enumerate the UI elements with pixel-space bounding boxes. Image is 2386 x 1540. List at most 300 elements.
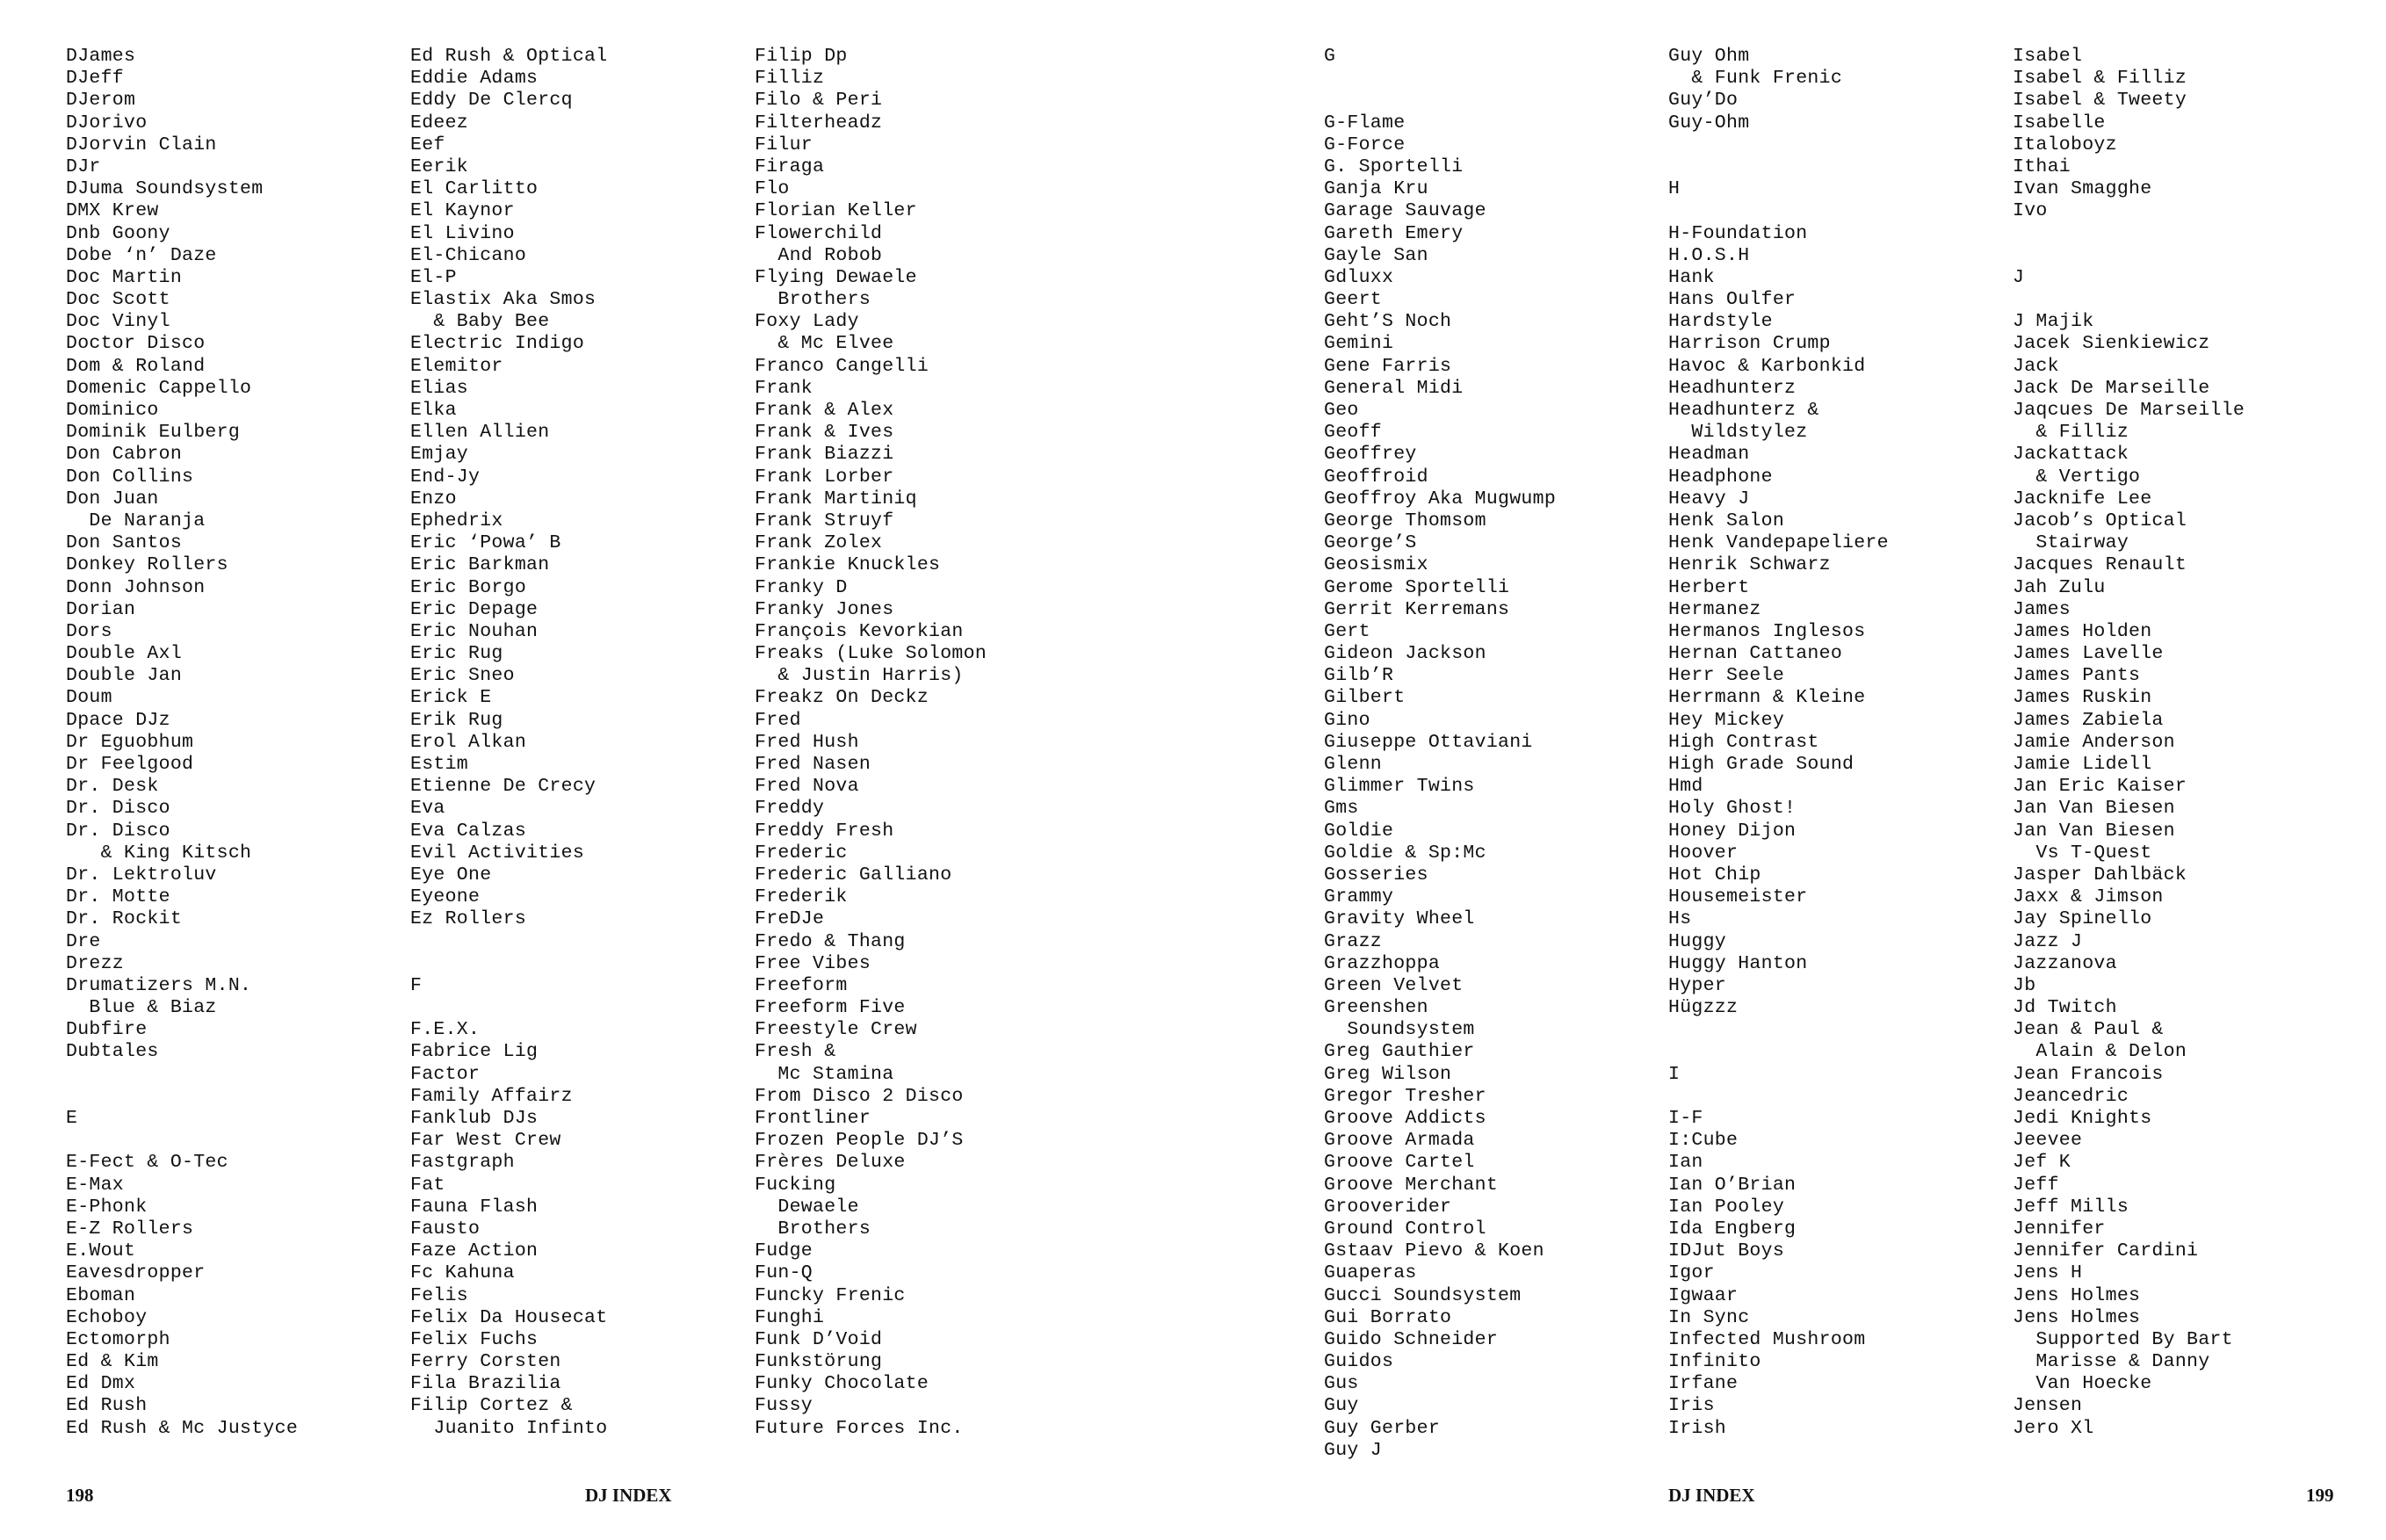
dj-entry: Fred Nasen: [755, 754, 871, 775]
dj-entry: & Vertigo: [2013, 466, 2141, 488]
dj-entry: Gravity Wheel: [1324, 908, 1475, 930]
dj-entry: Igwaar: [1668, 1284, 1739, 1306]
dj-entry: Guy’Do: [1668, 90, 1739, 112]
dj-entry: Geo: [1324, 400, 1359, 421]
spacer: [2013, 289, 2245, 311]
dj-entry: E.Wout: [66, 1240, 136, 1262]
dj-entry: Hot Chip: [1668, 864, 1761, 886]
dj-entry: & Justin Harris): [755, 665, 964, 687]
dj-entry: Jazz J: [2013, 930, 2083, 952]
dj-entry: H.O.S.H: [1668, 244, 1750, 266]
dj-entry: DJerom: [66, 90, 136, 112]
dj-entry: Huggy: [1668, 930, 1727, 952]
dj-entry: Emjay: [410, 444, 469, 466]
index-column-6: [2013, 46, 2245, 1440]
dj-entry: Goldie: [1324, 820, 1394, 842]
dj-entry: Gstaav Pievo & Koen: [1324, 1240, 1544, 1262]
dj-entry: Alain & Delon: [2013, 1041, 2187, 1063]
index-column-3: [755, 46, 987, 1440]
dj-entry: Eric Depage: [410, 598, 539, 620]
dj-entry: DJorivo: [66, 112, 148, 134]
dj-entry: Fauna Flash: [410, 1196, 539, 1218]
dj-entry: Marisse & Danny: [2013, 1351, 2210, 1373]
dj-entry: Freakz On Deckz: [755, 687, 929, 709]
dj-entry: Mc Stamina: [755, 1063, 894, 1085]
dj-entry: Goldie & Sp:Mc: [1324, 842, 1486, 864]
dj-entry: Fudge: [755, 1240, 813, 1262]
dj-entry: James Pants: [2013, 665, 2141, 687]
dj-entry: & King Kitsch: [66, 842, 252, 864]
dj-entry: Flo: [755, 178, 790, 200]
dj-entry: Honey Dijon: [1668, 820, 1797, 842]
dj-entry: Jackattack: [2013, 444, 2129, 466]
dj-entry: Brothers: [755, 289, 871, 311]
dj-entry: Edeez: [410, 112, 469, 134]
dj-entry: From Disco 2 Disco: [755, 1085, 964, 1107]
dj-entry: Doum: [66, 687, 112, 709]
dj-entry: Jan Van Biesen: [2013, 798, 2175, 820]
dj-entry: Isabel: [2013, 46, 2083, 67]
dj-entry: Geoffroy Aka Mugwump: [1324, 488, 1557, 510]
dj-entry: Frederic: [755, 842, 848, 864]
dj-entry: Gareth Emery: [1324, 222, 1464, 244]
spacer: [66, 1130, 298, 1152]
dj-entry: Ganja Kru: [1324, 178, 1428, 200]
dj-entry: Dr Eguobhum: [66, 731, 194, 753]
dj-entry: Jean & Paul &: [2013, 1019, 2164, 1041]
dj-entry: Jan Eric Kaiser: [2013, 776, 2187, 798]
dj-entry: Eboman: [66, 1284, 136, 1306]
dj-entry: Hey Mickey: [1668, 709, 1785, 731]
dj-entry: Gert: [1324, 620, 1370, 642]
dj-entry: Domenic Cappello: [66, 377, 252, 399]
dj-entry: Ellen Allien: [410, 422, 550, 444]
spacer: [1668, 1019, 1889, 1041]
dj-entry: Drezz: [66, 952, 125, 974]
dj-entry: Funkstörung: [755, 1351, 883, 1373]
dj-entry: Herbert: [1668, 576, 1750, 598]
dj-entry: Freeform: [755, 974, 848, 996]
dj-entry: Ivo: [2013, 200, 2048, 222]
spacer: [410, 997, 607, 1019]
dj-entry: Jb: [2013, 974, 2036, 996]
dj-entry: Dpace DJz: [66, 709, 170, 731]
dj-entry: Filterheadz: [755, 112, 883, 134]
dj-entry: G-Force: [1324, 134, 1406, 155]
dj-entry: & Funk Frenic: [1668, 68, 1843, 90]
dj-entry: Eric Rug: [410, 643, 503, 665]
dj-entry: Groove Merchant: [1324, 1174, 1499, 1196]
dj-entry: Herrmann & Kleine: [1668, 687, 1866, 709]
dj-entry: Donn Johnson: [66, 576, 206, 598]
dj-entry: Glimmer Twins: [1324, 776, 1475, 798]
dj-entry: Etienne De Crecy: [410, 776, 596, 798]
dj-entry: Dr. Rockit: [66, 908, 183, 930]
dj-entry: Hmd: [1668, 776, 1703, 798]
dj-entry: Jazzanova: [2013, 952, 2117, 974]
spacer: [66, 1064, 298, 1086]
dj-entry: Dr. Lektroluv: [66, 864, 217, 886]
dj-entry: Fresh &: [755, 1041, 836, 1063]
dj-entry: High Contrast: [1668, 731, 1819, 753]
dj-entry: Juanito Infinto: [410, 1417, 608, 1439]
dj-entry: Frank Zolex: [755, 532, 883, 554]
dj-entry: Hans Oulfer: [1668, 289, 1797, 311]
dj-entry: El-Chicano: [410, 244, 527, 266]
dj-entry: Heavy J: [1668, 488, 1750, 510]
dj-entry: E-Z Rollers: [66, 1218, 194, 1240]
dj-entry: Fussy: [755, 1395, 813, 1417]
dj-entry: General Midi: [1324, 377, 1464, 399]
dj-entry: Dobe ‘n’ Daze: [66, 244, 217, 266]
dj-entry: Headhunterz &: [1668, 400, 1819, 421]
dj-entry: Geert: [1324, 289, 1383, 311]
dj-entry: Ectomorph: [66, 1328, 170, 1350]
dj-entry: DJr: [66, 155, 101, 177]
dj-entry: Huggy Hanton: [1668, 952, 1808, 974]
dj-entry: Fanklub DJs: [410, 1108, 539, 1129]
dj-entry: Doc Vinyl: [66, 311, 170, 333]
dj-entry: Ida Engberg: [1668, 1218, 1797, 1240]
dj-entry: DJuma Soundsystem: [66, 178, 264, 200]
dj-entry: Frank Struyf: [755, 510, 894, 531]
dj-entry: & Baby Bee: [410, 311, 550, 333]
dj-entry: Jacknife Lee: [2013, 488, 2152, 510]
dj-entry: Gerome Sportelli: [1324, 576, 1510, 598]
dj-entry: Hügzzz: [1668, 997, 1739, 1019]
dj-entry: Hermanez: [1668, 598, 1761, 620]
spacer: [1668, 134, 1889, 156]
dj-entry: Freeform Five: [755, 997, 906, 1019]
dj-entry: FreDJe: [755, 908, 825, 930]
dj-entry: Jacob’s Optical: [2013, 510, 2187, 531]
dj-entry: Blue & Biaz: [66, 997, 217, 1019]
dj-entry: Soundsystem: [1324, 1019, 1475, 1041]
dj-entry: Green Velvet: [1324, 974, 1464, 996]
dj-entry: Jaxx & Jimson: [2013, 886, 2164, 908]
dj-entry: Jack: [2013, 355, 2059, 377]
dj-entry: Jaqcues De Marseille: [2013, 400, 2245, 421]
dj-entry: Geosismix: [1324, 554, 1428, 576]
page-number-right: 199: [2306, 1485, 2334, 1506]
dj-entry: Glenn: [1324, 754, 1383, 775]
dj-entry: Eye One: [410, 864, 492, 886]
dj-entry: Jennifer Cardini: [2013, 1240, 2199, 1262]
dj-entry: Frank Biazzi: [755, 444, 894, 466]
dj-entry: Doc Martin: [66, 266, 183, 288]
dj-entry: Greg Wilson: [1324, 1063, 1452, 1085]
dj-entry: Freddy Fresh: [755, 820, 894, 842]
dj-entry: Frederic Galliano: [755, 864, 952, 886]
spacer: [1668, 156, 1889, 178]
dj-entry: Irish: [1668, 1417, 1727, 1439]
dj-entry: Hernan Cattaneo: [1668, 643, 1843, 665]
dj-entry: Jean Francois: [2013, 1063, 2164, 1085]
dj-entry: Fred Nova: [755, 776, 859, 798]
dj-entry: Eavesdropper: [66, 1262, 206, 1284]
dj-entry: Don Collins: [66, 466, 194, 488]
dj-entry: Dr. Desk: [66, 776, 159, 798]
dj-entry: I-F: [1668, 1108, 1703, 1129]
dj-entry: Eva Calzas: [410, 820, 527, 842]
section-letter: G: [1324, 46, 1336, 67]
dj-entry: Funky Chocolate: [755, 1373, 929, 1395]
dj-entry: Enzo: [410, 488, 457, 510]
dj-entry: Geht’S Noch: [1324, 311, 1452, 333]
dj-entry: Jero Xl: [2013, 1417, 2094, 1439]
dj-entry: Franco Cangelli: [755, 355, 929, 377]
dj-entry: E-Max: [66, 1174, 125, 1196]
spacer: [1324, 68, 1556, 90]
index-column-1: [66, 46, 298, 1440]
dj-entry: E-Phonk: [66, 1196, 148, 1218]
dj-entry: Felix Da Housecat: [410, 1306, 608, 1328]
dj-entry: Fat: [410, 1174, 445, 1196]
dj-entry: Grazz: [1324, 930, 1383, 952]
dj-entry: Jay Spinello: [2013, 908, 2152, 930]
dj-entry: El Carlitto: [410, 178, 539, 200]
dj-entry: Dorian: [66, 598, 136, 620]
dj-entry: Double Axl: [66, 643, 183, 665]
dj-entry: Florian Keller: [755, 200, 917, 222]
dj-entry: Jedi Knights: [2013, 1108, 2152, 1129]
running-head-left: DJ INDEX: [585, 1485, 672, 1506]
dj-entry: Fred Hush: [755, 731, 859, 753]
dj-entry: Frontliner: [755, 1108, 871, 1129]
dj-entry: G. Sportelli: [1324, 155, 1464, 177]
dj-entry: Groove Cartel: [1324, 1152, 1475, 1174]
dj-entry: Fausto: [410, 1218, 481, 1240]
dj-entry: Hardstyle: [1668, 311, 1773, 333]
dj-entry: Jeevee: [2013, 1130, 2083, 1152]
dj-entry: Gemini: [1324, 333, 1394, 355]
dj-entry: Brothers: [755, 1218, 871, 1240]
spacer: [66, 1086, 298, 1108]
dj-entry: Filip Cortez &: [410, 1395, 573, 1417]
dj-entry: Ed Rush & Optical: [410, 46, 608, 67]
dj-entry: Guy Ohm: [1668, 46, 1750, 67]
dj-entry: Erik Rug: [410, 709, 503, 731]
dj-entry: Geoffroid: [1324, 466, 1428, 488]
dj-entry: Ed Dmx: [66, 1373, 136, 1395]
spacer: [1668, 200, 1889, 222]
dj-entry: Havoc & Karbonkid: [1668, 355, 1866, 377]
dj-entry: Freddy: [755, 798, 825, 820]
dj-entry: Double Jan: [66, 665, 183, 687]
dj-entry: Ed & Kim: [66, 1351, 159, 1373]
dj-entry: Elemitor: [410, 355, 503, 377]
spacer: [2013, 223, 2245, 245]
dj-entry: Jens Holmes: [2013, 1284, 2141, 1306]
dj-entry: Franky D: [755, 576, 848, 598]
dj-entry: Hank: [1668, 266, 1715, 288]
dj-entry: Headphone: [1668, 466, 1773, 488]
dj-entry: DMX Krew: [66, 200, 159, 222]
dj-entry: Iris: [1668, 1395, 1715, 1417]
dj-entry: Isabelle: [2013, 112, 2106, 134]
dj-entry: Gilbert: [1324, 687, 1406, 709]
dj-entry: Hoover: [1668, 842, 1739, 864]
dj-entry: George Thomsom: [1324, 510, 1486, 531]
dj-entry: F.E.X.: [410, 1019, 481, 1041]
dj-entry: Family Affairz: [410, 1085, 573, 1107]
dj-entry: Factor: [410, 1063, 481, 1085]
dj-entry: Firaga: [755, 155, 825, 177]
dj-entry: Ivan Smagghe: [2013, 178, 2152, 200]
dj-entry: Funcky Frenic: [755, 1284, 906, 1306]
section-letter: F: [410, 974, 423, 996]
dj-entry: Housemeister: [1668, 886, 1808, 908]
dj-entry: Headman: [1668, 444, 1750, 466]
dj-entry: Don Santos: [66, 532, 183, 554]
dj-entry: Gui Borrato: [1324, 1306, 1452, 1328]
dj-entry: Holy Ghost!: [1668, 798, 1797, 820]
dj-entry: Guaperas: [1324, 1262, 1417, 1284]
dj-entry: Eddy De Clercq: [410, 90, 573, 112]
dj-entry: & Mc Elvee: [755, 333, 894, 355]
dj-entry: Gilb’R: [1324, 665, 1394, 687]
dj-entry: Greenshen: [1324, 997, 1428, 1019]
dj-entry: Eric Nouhan: [410, 620, 539, 642]
dj-entry: Gideon Jackson: [1324, 643, 1486, 665]
page-number-left: 198: [66, 1485, 94, 1506]
index-column-5: [1668, 46, 1889, 1440]
dj-entry: James Ruskin: [2013, 687, 2152, 709]
dj-entry: IDJut Boys: [1668, 1240, 1785, 1262]
dj-entry: Headhunterz: [1668, 377, 1797, 399]
dj-entry: Jan Van Biesen: [2013, 820, 2175, 842]
dj-entry: Infected Mushroom: [1668, 1328, 1866, 1350]
dj-entry: Jens H: [2013, 1262, 2083, 1284]
dj-entry: Jah Zulu: [2013, 576, 2106, 598]
dj-entry: James Zabiela: [2013, 709, 2164, 731]
dj-entry: Fc Kahuna: [410, 1262, 515, 1284]
dj-entry: Dors: [66, 620, 112, 642]
dj-entry: H-Foundation: [1668, 222, 1808, 244]
dj-entry: Frank & Alex: [755, 400, 894, 421]
dj-entry: Hyper: [1668, 974, 1727, 996]
dj-entry: Dr. Motte: [66, 886, 170, 908]
dj-entry: Doc Scott: [66, 289, 170, 311]
dj-entry: Herr Seele: [1668, 665, 1785, 687]
dj-entry: Geoff: [1324, 422, 1383, 444]
dj-entry: El-P: [410, 266, 457, 288]
dj-entry: Erol Alkan: [410, 731, 527, 753]
dj-entry: Dominik Eulberg: [66, 422, 241, 444]
dj-entry: Grooverider: [1324, 1196, 1452, 1218]
dj-entry: Italoboyz: [2013, 134, 2117, 155]
dj-entry: Ed Rush: [66, 1395, 148, 1417]
dj-entry: Far West Crew: [410, 1130, 561, 1152]
dj-entry: Foxy Lady: [755, 311, 859, 333]
dj-entry: Hs: [1668, 908, 1692, 930]
dj-entry: Don Juan: [66, 488, 159, 510]
dj-entry: Fredo & Thang: [755, 930, 906, 952]
dj-entry: Guy: [1324, 1395, 1359, 1417]
dj-entry: Funk D’Void: [755, 1328, 883, 1350]
dj-entry: Franky Jones: [755, 598, 894, 620]
spacer: [410, 931, 607, 953]
dj-entry: In Sync: [1668, 1306, 1750, 1328]
dj-entry: Dr Feelgood: [66, 754, 194, 775]
dj-entry: Eef: [410, 134, 445, 155]
dj-entry: Geoffrey: [1324, 444, 1417, 466]
dj-entry: Ground Control: [1324, 1218, 1486, 1240]
dj-entry: Irfane: [1668, 1373, 1739, 1395]
dj-entry: Gayle San: [1324, 244, 1428, 266]
dj-entry: J Majik: [2013, 311, 2094, 333]
dj-entry: High Grade Sound: [1668, 754, 1855, 775]
dj-entry: Jeancedric: [2013, 1085, 2129, 1107]
dj-entry: Echoboy: [66, 1306, 148, 1328]
dj-entry: Fabrice Lig: [410, 1041, 539, 1063]
dj-entry: James Holden: [2013, 620, 2152, 642]
dj-entry: Vs T-Quest: [2013, 842, 2152, 864]
dj-entry: Gus: [1324, 1373, 1359, 1395]
dj-entry: Ian O’Brian: [1668, 1174, 1797, 1196]
dj-entry: Isabel & Tweety: [2013, 90, 2187, 112]
dj-entry: Jacques Renault: [2013, 554, 2187, 576]
section-letter: E: [66, 1108, 78, 1129]
dj-entry: And Robob: [755, 244, 883, 266]
dj-entry: Jamie Anderson: [2013, 731, 2175, 753]
dj-entry: Groove Addicts: [1324, 1108, 1486, 1129]
dj-entry: Erick E: [410, 687, 492, 709]
dj-entry: Henk Salon: [1668, 510, 1785, 531]
dj-entry: Frank Martiniq: [755, 488, 917, 510]
dj-entry: Electric Indigo: [410, 333, 585, 355]
dj-entry: Eerik: [410, 155, 469, 177]
dj-entry: Donkey Rollers: [66, 554, 228, 576]
dj-entry: Jd Twitch: [2013, 997, 2117, 1019]
dj-entry: Don Cabron: [66, 444, 183, 466]
spacer: [410, 953, 607, 975]
dj-entry: Future Forces Inc.: [755, 1417, 964, 1439]
dj-entry: El Livino: [410, 222, 515, 244]
index-column-2: [410, 46, 607, 1440]
dj-entry: Jasper Dahlbäck: [2013, 864, 2187, 886]
dj-entry: Dubtales: [66, 1041, 159, 1063]
dj-entry: Freaks (Luke Solomon: [755, 643, 987, 665]
dj-entry: Eric Barkman: [410, 554, 550, 576]
dj-entry: Dre: [66, 930, 101, 952]
dj-entry: Gregor Tresher: [1324, 1085, 1486, 1107]
dj-entry: Harrison Crump: [1668, 333, 1831, 355]
dj-entry: Felix Fuchs: [410, 1328, 539, 1350]
dj-entry: Guy Gerber: [1324, 1417, 1441, 1439]
section-letter: I: [1668, 1063, 1681, 1085]
dj-entry: Free Vibes: [755, 952, 871, 974]
dj-entry: Gosseries: [1324, 864, 1428, 886]
dj-entry: De Naranja: [66, 510, 206, 531]
dj-entry: Ephedrix: [410, 510, 503, 531]
dj-entry: Eric Sneo: [410, 665, 515, 687]
dj-entry: Jamie Lidell: [2013, 754, 2152, 775]
dj-entry: Ithai: [2013, 155, 2071, 177]
dj-entry: James: [2013, 598, 2071, 620]
dj-entry: George’S: [1324, 532, 1417, 554]
spacer: [2013, 245, 2245, 267]
spacer: [1668, 1041, 1889, 1063]
dj-entry: Doctor Disco: [66, 333, 206, 355]
dj-entry: Wildstylez: [1668, 422, 1808, 444]
dj-entry: Igor: [1668, 1262, 1715, 1284]
dj-entry: Estim: [410, 754, 469, 775]
dj-entry: James Lavelle: [2013, 643, 2164, 665]
section-letter: J: [2013, 266, 2025, 288]
dj-entry: Eddie Adams: [410, 68, 539, 90]
dj-entry: Hermanos Inglesos: [1668, 620, 1866, 642]
